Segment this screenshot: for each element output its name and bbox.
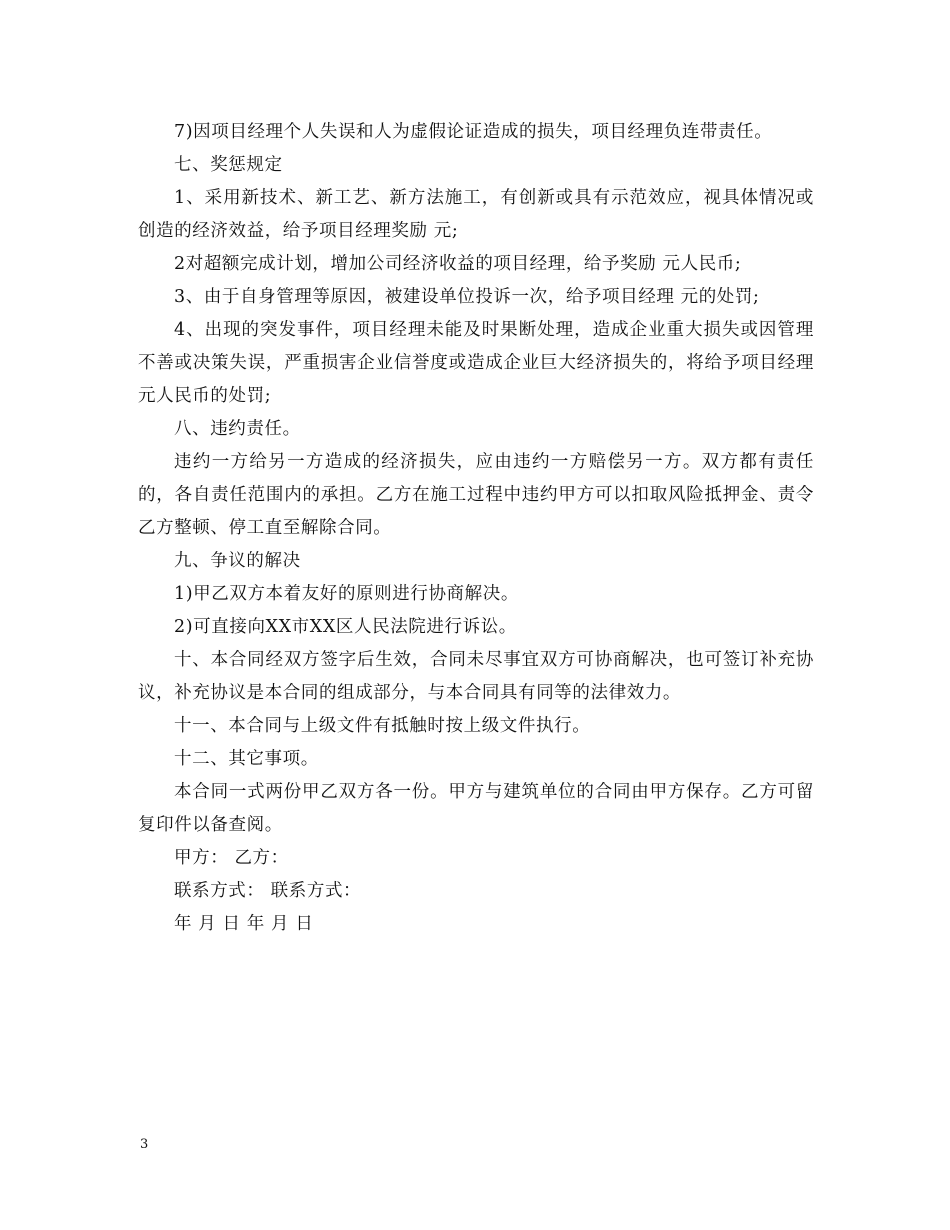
paragraph-effective: 十、本合同经双方签字后生效，合同未尽事宜双方可协商解决，也可签订补充协议，补充协议是本合同的组成部分，与本合同具有同等的法律效力。 — [138, 650, 814, 703]
section-heading-breach: 八、违约责任。 — [174, 419, 301, 439]
signature-dates: 年 月 日 年 月 日 — [174, 914, 314, 934]
page-number: 3 — [140, 1137, 149, 1152]
signature-parties: 甲方： 乙方： — [174, 848, 289, 868]
section-heading-other: 十二、其它事项。 — [174, 749, 319, 769]
paragraph-dispute-2: 2)可直接向XX市XX区人民法院进行诉讼。 — [174, 617, 517, 637]
paragraph-dispute-1: 1)甲乙双方本着友好的原则进行协商解决。 — [174, 584, 519, 604]
paragraph-reward-2: 2对超额完成计划，增加公司经济收益的项目经理，给予奖励 元人民币; — [174, 254, 742, 274]
signature-contacts: 联系方式： 联系方式： — [174, 881, 362, 901]
paragraph-copies: 本合同一式两份甲乙双方各一份。甲方与建筑单位的合同由甲方保存。乙方可留复印件以备查阅。 — [138, 782, 814, 835]
paragraph-penalty-4: 4、出现的突发事件，项目经理未能及时果断处理，造成企业重大损失或因管理不善或决策失误，严重损害企业信誉度或造成企业巨大经济损失的，将给予项目经理 元人民币的处罚; — [138, 320, 814, 406]
document-body — [138, 116, 814, 941]
paragraph-reward-1: 1、采用新技术、新工艺、新方法施工，有创新或具有示范效应，视具体情况或创造的经济效益，给予项目经理奖励 元; — [138, 188, 814, 241]
paragraph-penalty-3: 3、由于自身管理等原因，被建设单位投诉一次，给予项目经理 元的处罚; — [174, 287, 760, 307]
paragraph-breach-liability: 违约一方给另一方造成的经济损失，应由违约一方赔偿另一方。双方都有责任的，各自责任范围内的承担。乙方在施工过程中违约甲方可以扣取风险抵押金、责令乙方整顿、停工直至解除合同。 — [138, 452, 814, 538]
section-heading-rewards-penalties: 七、奖惩规定 — [174, 155, 283, 175]
paragraph-conflict: 十一、本合同与上级文件有抵触时按上级文件执行。 — [174, 716, 591, 736]
section-heading-dispute: 九、争议的解决 — [174, 551, 301, 571]
paragraph-item-7-liability: 7)因项目经理个人失误和人为虚假论证造成的损失，项目经理负连带责任。 — [174, 122, 773, 142]
